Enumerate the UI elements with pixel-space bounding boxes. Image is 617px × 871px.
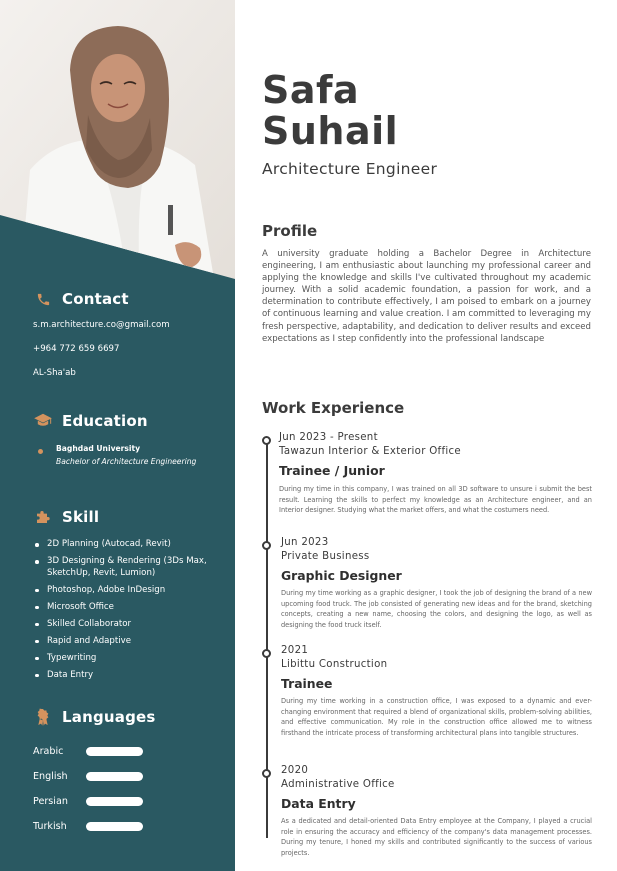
email-text[interactable]: s.m.architecture.co@gmail.com: [33, 320, 170, 330]
timeline-node: [262, 769, 271, 778]
job-company: Tawazun Interior & Exterior Office: [279, 446, 461, 457]
language-level-bar: [86, 822, 143, 831]
job-role: Data Entry: [281, 796, 356, 811]
bullet-dot: [38, 449, 43, 454]
skill-item: Typewriting: [33, 653, 235, 665]
job-date: Jun 2023 - Present: [279, 432, 378, 443]
profile-photo: [0, 0, 235, 285]
languages-section: [0, 707, 235, 833]
address-text: AL-Sha'ab: [33, 368, 76, 378]
languages-heading: Languages: [62, 708, 156, 726]
languages-header: [0, 707, 235, 727]
graduation-cap-icon: [33, 411, 53, 431]
degree-name: Bachelor of Architecture Engineering: [56, 457, 197, 466]
skill-item: Rapid and Adaptive: [33, 636, 235, 648]
timeline-line: [266, 438, 268, 838]
timeline-node: [262, 436, 271, 445]
skill-list: [0, 539, 235, 681]
job-description: During my time in this company, I was trained on all 3D software to unsure i submit the best result. Learning the skills to perfect my knowledge as an Architecture engineer, and an Interior designer. Studying what the market offers, and what the costumers need.: [279, 485, 592, 515]
skill-heading: Skill: [62, 508, 100, 526]
skill-header: [0, 507, 235, 527]
job-title: Architecture Engineer: [262, 160, 438, 178]
language-name: Turkish: [33, 820, 67, 832]
job-date: Jun 2023: [281, 537, 329, 548]
phone-icon: [33, 289, 53, 309]
work-experience-heading: Work Experience: [262, 399, 405, 417]
puzzle-icon: [33, 507, 53, 527]
language-name: English: [33, 770, 68, 782]
last-name: Suhail: [262, 109, 399, 153]
job-company: Administrative Office: [281, 779, 395, 790]
profile-heading: Profile: [262, 222, 318, 240]
job-description: During my time working as a graphic designer, I took the job of designing the brand of a new upcoming food truck. The job consisted of generating new ideas and for the brand, sketching concepts, creating a new name, choosing the colors, and designing the logo, as well as designing the food truck itself.: [281, 589, 592, 629]
timeline-node: [262, 541, 271, 550]
language-level-bar: [86, 747, 143, 756]
language-name: Persian: [33, 795, 68, 807]
language-row: [0, 819, 235, 833]
award-icon: [33, 707, 53, 727]
language-level-bar: [86, 772, 143, 781]
job-role: Graphic Designer: [281, 568, 402, 583]
job-date: 2020: [281, 765, 309, 776]
job-description: During my time working in a construction office, I was exposed to a dynamic and ever-changing environment that required a blend of organizational skills, problem-solving abilities, and effective communication. My role in the construction office allowed me to witness firsthand the intricate process of transforming architectural plans into tangible structures.: [281, 697, 592, 737]
skill-item: Microsoft Office: [33, 602, 235, 614]
skill-item: Skilled Collaborator: [33, 619, 235, 631]
education-entry: [0, 444, 235, 466]
education-section: [0, 411, 235, 466]
contact-header: [0, 289, 235, 309]
skill-section: [0, 507, 235, 687]
contact-heading: Contact: [62, 290, 129, 308]
education-heading: Education: [62, 412, 148, 430]
sidebar: [0, 0, 235, 871]
job-date: 2021: [281, 645, 309, 656]
first-name: Safa: [262, 68, 360, 112]
profile-text: A university graduate holding a Bachelor Degree in Architecture engineering, I am enthusiastic about launching my professional career and applying the knowledge and skills I've cultivated throughout my academic journey. With a solid academic foundation, a passion for work, and a determination to contribute effectively, I am poised to embark on a journey of continuous learning and value creation. I am committed to leveraging my fresh perspective, adaptability, and dedication to deliver results and exceed expectations as I step confidently into the professional landscape: [262, 249, 591, 344]
language-row: [0, 744, 235, 758]
job-role: Trainee: [281, 676, 333, 691]
education-header: [0, 411, 235, 431]
skill-item: Photoshop, Adobe InDesign: [33, 585, 235, 597]
name-block: [262, 70, 398, 152]
timeline-node: [262, 649, 271, 658]
language-list: [0, 744, 235, 833]
skill-item: Data Entry: [33, 670, 235, 682]
language-name: Arabic: [33, 745, 64, 757]
skill-item: 2D Planning (Autocad, Revit): [33, 539, 235, 551]
skill-item: 3D Designing & Rendering (3Ds Max, SketchUp, Revit, Lumion): [33, 556, 235, 579]
job-role: Trainee / Junior: [279, 463, 385, 478]
job-description: As a dedicated and detail-oriented Data Entry employee at the Company, I played a crucial role in ensuring the accuracy and efficiency of the company's data management processes. During my tenure, I honed my skills and contributed significantly to the success of various projects.: [281, 817, 592, 857]
language-row: [0, 794, 235, 808]
language-row: [0, 769, 235, 783]
job-company: Private Business: [281, 551, 370, 562]
school-name: Baghdad University: [56, 444, 141, 453]
phone-text[interactable]: +964 772 659 6697: [33, 344, 120, 354]
language-level-bar: [86, 797, 143, 806]
job-company: Libittu Construction: [281, 659, 388, 670]
contact-section: [0, 289, 235, 378]
